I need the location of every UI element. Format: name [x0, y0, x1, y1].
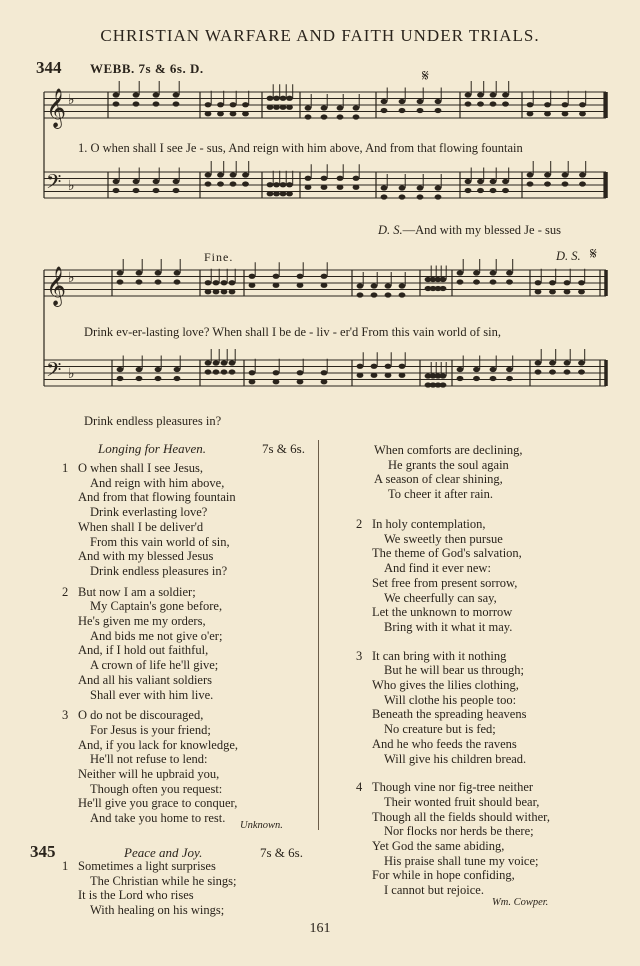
- note-head: [321, 370, 328, 375]
- verse-3: [62, 708, 312, 826]
- verse-number: 2: [356, 517, 363, 531]
- verse-line-text: For Jesus is your friend;: [90, 722, 211, 737]
- verse-line-text: My Captain's gone before,: [90, 599, 223, 614]
- verse-2: [356, 517, 550, 635]
- verse-1: [62, 859, 237, 918]
- note-head: [385, 292, 392, 297]
- verse-line: [62, 614, 312, 629]
- verse-line-text: No creature but is fed;: [384, 722, 496, 737]
- verse-line-text: Who gives the lilies clothing,: [372, 678, 519, 693]
- note-head: [273, 379, 280, 384]
- verse-line-text: Bring with it what it may.: [384, 619, 513, 634]
- note-head: [221, 360, 228, 365]
- note-head: [221, 280, 228, 285]
- verse-line-text: Will clothe his people too:: [384, 692, 517, 707]
- verse-line-text: O do not be discouraged,: [78, 708, 204, 723]
- note-head: [549, 289, 556, 294]
- verse-line: [62, 874, 237, 889]
- verse-line-text: It is the Lord who rises: [78, 888, 194, 903]
- verse-line: [62, 585, 312, 600]
- verse-line: [62, 796, 312, 811]
- verse-line-text: Let the unknown to morrow: [372, 605, 513, 620]
- verse-line-text: The theme of God's salvation,: [372, 546, 522, 561]
- note-head: [385, 283, 392, 288]
- segno-mark: 𝄋: [590, 246, 597, 263]
- verse-line: [62, 708, 312, 723]
- note-head: [205, 289, 212, 294]
- note-head: [117, 279, 124, 284]
- hymn-number-344: 344: [36, 58, 62, 77]
- verse-line-text: And find it ever new:: [384, 561, 491, 576]
- note-head: [490, 376, 497, 381]
- verse-line-text: And he who feeds the ravens: [372, 736, 517, 751]
- note-head: [117, 270, 124, 275]
- verse-line-text: Though vine nor fig-tree neither: [372, 780, 534, 795]
- note-head: [136, 279, 143, 284]
- verse-line-text: And, if I hold out faithful,: [78, 643, 209, 658]
- page-header: CHRISTIAN WARFARE AND FAITH UNDER TRIALS.: [100, 26, 540, 45]
- note-head: [174, 279, 181, 284]
- verse-line-text: Neither will he upbraid you,: [78, 767, 220, 782]
- verse-line-text: From this vain world of sin,: [90, 534, 230, 549]
- note-head: [229, 280, 236, 285]
- verse-line: [356, 839, 550, 854]
- note-head: [506, 376, 513, 381]
- note-head: [440, 286, 447, 291]
- system2-lyric-bass: Drink endless pleasures in?: [84, 414, 222, 428]
- verse-line: [62, 673, 312, 688]
- verse-line-text: And take you home to rest.: [90, 811, 226, 826]
- verse-line-text: He's given me my orders,: [78, 614, 206, 629]
- note-head: [381, 194, 388, 199]
- note-head: [457, 279, 464, 284]
- note-head: [473, 367, 480, 372]
- verse-line-text: With healing on his wings;: [90, 903, 225, 918]
- verse-line-text: He'll not refuse to lend:: [90, 752, 208, 767]
- verse-3: [356, 649, 550, 767]
- ds-lyric: —And with my blessed Je - sus: [402, 223, 561, 237]
- verse-number: 4: [356, 780, 363, 795]
- verse-line: [62, 643, 312, 658]
- note-head: [535, 289, 542, 294]
- note-head: [435, 194, 442, 199]
- system1-lyric: 1. O when shall I see Je - sus, And reign with him above, And from that flowing fountain: [78, 141, 523, 155]
- verse-line: [62, 599, 312, 614]
- note-head: [321, 274, 328, 279]
- note-head: [490, 279, 497, 284]
- note-head: [399, 194, 406, 199]
- note-head: [440, 382, 447, 387]
- verse-line: [62, 658, 312, 673]
- verse-line-text: Beneath the spreading heavens: [372, 707, 527, 722]
- verse-line: A season of clear shining,: [374, 472, 503, 487]
- note-head: [357, 364, 364, 369]
- verse-1: [62, 461, 312, 579]
- flat-sign: ♭: [68, 178, 75, 194]
- hymn-number-345: 345: [30, 842, 56, 861]
- note-head: [297, 274, 304, 279]
- verse-line: [356, 576, 550, 591]
- note-head: [564, 360, 571, 365]
- verse-line: [62, 859, 237, 874]
- note-head: [213, 289, 220, 294]
- note-head: [297, 283, 304, 288]
- note-head: [549, 280, 556, 285]
- note-head: [273, 191, 280, 196]
- verse-line: [62, 888, 237, 903]
- verse-line: [356, 868, 550, 883]
- verse-line: [356, 620, 550, 635]
- page-number: 161: [309, 921, 331, 936]
- verse-line-text: Will give his children bread.: [384, 751, 527, 766]
- note-head: [473, 376, 480, 381]
- note-head: [229, 289, 236, 294]
- verse-line: [62, 629, 312, 644]
- bass-clef: 𝄢: [46, 358, 62, 386]
- segno-mark-top: 𝄋: [422, 68, 429, 85]
- verse-line: [62, 461, 312, 476]
- verse-line: [62, 688, 312, 703]
- verse-number: 2: [62, 584, 69, 599]
- note-head: [174, 376, 181, 381]
- hymn-345-verse-1: [62, 859, 237, 918]
- note-head: [535, 280, 542, 285]
- verse-line: [62, 490, 312, 505]
- verse-line-text: And all his valiant soldiers: [78, 672, 213, 687]
- treble-clef: 𝄞: [46, 88, 67, 128]
- meter-345: 7s & 6s.: [260, 845, 303, 860]
- verse-line: [356, 649, 550, 664]
- note-head: [371, 292, 378, 297]
- verse-line: [62, 903, 237, 918]
- note-head: [213, 280, 220, 285]
- verse-line-text: Though all the fields should wither,: [372, 809, 550, 824]
- note-head: [440, 373, 447, 378]
- fine-mark: Fine.: [204, 250, 234, 264]
- verse-line-text: Yet God the same abiding,: [372, 839, 505, 854]
- note-head: [205, 360, 212, 365]
- verse-line: [356, 678, 550, 693]
- note-head: [229, 360, 236, 365]
- note-head: [155, 279, 162, 284]
- note-head: [321, 379, 328, 384]
- note-head: [205, 280, 212, 285]
- verse-line: [356, 737, 550, 752]
- verse-line: [356, 517, 550, 532]
- note-head: [506, 367, 513, 372]
- note-head: [229, 369, 236, 374]
- verse-line-text: When shall I be deliver'd: [78, 519, 204, 534]
- verse-line: [356, 591, 550, 606]
- verse-line: [356, 810, 550, 825]
- note-head: [136, 270, 143, 275]
- tune-name: WEBB. 7s & 6s. D.: [90, 61, 204, 76]
- verse-line-text: And from that flowing fountain: [78, 490, 236, 505]
- verse-line-text: Drink everlasting love?: [90, 505, 208, 520]
- note-head: [457, 270, 464, 275]
- verse-line-text: And, if you lack for knowledge,: [78, 737, 239, 752]
- note-head: [155, 376, 162, 381]
- verse-line-text: His praise shall tune my voice;: [384, 853, 539, 868]
- note-head: [399, 364, 406, 369]
- verse-line-text: Drink endless pleasures in?: [90, 563, 228, 578]
- verse-line: [356, 532, 550, 547]
- note-head: [549, 369, 556, 374]
- verse-line: [356, 795, 550, 810]
- note-head: [417, 194, 424, 199]
- note-head: [174, 270, 181, 275]
- note-head: [297, 379, 304, 384]
- verse-line-text: Though often you request:: [90, 781, 223, 796]
- verse-line: [62, 738, 312, 753]
- note-head: [385, 373, 392, 378]
- verse-line-text: And bids me not give o'er;: [90, 628, 223, 643]
- flat-sign: ♭: [68, 92, 75, 108]
- verse-line-text: Sometimes a light surprises: [78, 859, 216, 873]
- meter-344: 7s & 6s.: [262, 441, 305, 456]
- verse-line-text: And reign with him above,: [90, 475, 225, 490]
- verse-line-text: The Christian while he sings;: [90, 873, 237, 888]
- verse-line: [356, 693, 550, 708]
- note-head: [155, 367, 162, 372]
- note-head: [357, 283, 364, 288]
- note-head: [213, 369, 220, 374]
- note-head: [490, 367, 497, 372]
- note-head: [357, 373, 364, 378]
- note-head: [286, 191, 293, 196]
- note-head: [249, 379, 256, 384]
- verse-line: [356, 722, 550, 737]
- poem-title-345: Peace and Joy.: [124, 845, 203, 860]
- note-head: [535, 360, 542, 365]
- verse-line-text: A crown of life he'll give;: [90, 658, 219, 673]
- note-head: [273, 283, 280, 288]
- flat-sign: ♭: [68, 270, 75, 286]
- note-head: [297, 370, 304, 375]
- verse-line: [356, 854, 550, 869]
- note-head: [174, 367, 181, 372]
- verse-line: [356, 780, 550, 795]
- verse-line: [356, 824, 550, 839]
- note-head: [280, 191, 287, 196]
- verse-line: [62, 723, 312, 738]
- note-head: [440, 277, 447, 282]
- hymn-344-verses: [62, 461, 312, 832]
- verse-line: [356, 752, 550, 767]
- verse-line: [62, 505, 312, 520]
- verse-line-text: We cheerfully can say,: [384, 590, 497, 605]
- verse-line: [356, 707, 550, 722]
- note-head: [205, 369, 212, 374]
- note-head: [117, 376, 124, 381]
- verse-line: [356, 883, 550, 898]
- verse-line-text: Nor flocks nor herds be there;: [384, 824, 534, 839]
- note-head: [267, 191, 274, 196]
- note-head: [473, 270, 480, 275]
- note-head: [136, 367, 143, 372]
- note-head: [117, 367, 124, 372]
- verse-line: [356, 605, 550, 620]
- verse-line: To cheer it after rain.: [388, 487, 493, 502]
- verse-line-text: And with my blessed Jesus: [78, 549, 214, 564]
- bass-clef: 𝄢: [46, 170, 62, 198]
- note-head: [155, 270, 162, 275]
- verse-line: [62, 782, 312, 797]
- note-head: [399, 373, 406, 378]
- verse-line-text: In holy contemplation,: [372, 517, 486, 531]
- verse-line: [62, 520, 312, 535]
- note-head: [249, 274, 256, 279]
- note-head: [273, 274, 280, 279]
- note-head: [457, 376, 464, 381]
- verse-line: [356, 561, 550, 576]
- note-head: [371, 364, 378, 369]
- verse-line-text: Shall ever with him live.: [90, 687, 214, 702]
- hymn-345-verses: [356, 517, 550, 912]
- ds-lyric-line: [378, 223, 561, 238]
- ds-mark: D. S.: [556, 249, 581, 263]
- attribution-344: Unknown.: [240, 820, 283, 831]
- verse-line-text: Their wonted fruit should bear,: [384, 794, 540, 809]
- verse-line-text: O when shall I see Jesus,: [78, 461, 203, 475]
- verse-4: [356, 780, 550, 898]
- note-head: [535, 369, 542, 374]
- note-head: [564, 369, 571, 374]
- verse-number: 3: [356, 648, 363, 663]
- note-head: [564, 280, 571, 285]
- verse-number: 1: [62, 461, 69, 475]
- flat-sign: ♭: [68, 366, 75, 382]
- note-head: [221, 369, 228, 374]
- ds-label: D. S.: [378, 223, 403, 237]
- verse-line-text: I cannot but rejoice.: [384, 883, 484, 898]
- verse-line: [62, 476, 312, 491]
- note-head: [473, 279, 480, 284]
- note-head: [249, 370, 256, 375]
- verse-line: He grants the soul again: [388, 457, 509, 472]
- verse-line-text: He'll give you grace to conquer,: [78, 796, 238, 811]
- verse-2: [62, 585, 312, 703]
- note-head: [399, 283, 406, 288]
- verse-line: [62, 564, 312, 579]
- note-head: [357, 292, 364, 297]
- note-head: [385, 364, 392, 369]
- verse-number: 3: [62, 708, 69, 723]
- note-head: [399, 292, 406, 297]
- column-divider: [318, 440, 319, 830]
- verse-line-text: Set free from present sorrow,: [372, 575, 518, 590]
- verse-line-text: But now I am a soldier;: [78, 584, 196, 599]
- note-head: [371, 283, 378, 288]
- note-head: [249, 283, 256, 288]
- poem-title-row-344: [98, 441, 206, 457]
- note-head: [578, 280, 585, 285]
- note-head: [371, 373, 378, 378]
- treble-clef: 𝄞: [46, 266, 67, 306]
- note-head: [549, 360, 556, 365]
- poem-title: Longing for Heaven.: [98, 441, 206, 456]
- system2-lyric: Drink ev-er-lasting love? When shall I be de - liv - er'd From this vain world of sin,: [84, 325, 501, 339]
- verse-line: When comforts are declining,: [374, 443, 523, 457]
- note-head: [564, 289, 571, 294]
- note-head: [578, 289, 585, 294]
- note-head: [506, 279, 513, 284]
- verse-line: [62, 535, 312, 550]
- attribution-345: Wm. Cowper.: [492, 897, 549, 908]
- verse-number: 1: [62, 859, 69, 873]
- verse-line-text: For while in hope confiding,: [372, 868, 515, 883]
- note-head: [221, 289, 228, 294]
- verse-line: [356, 546, 550, 561]
- note-head: [457, 367, 464, 372]
- note-head: [321, 283, 328, 288]
- verse-line: [62, 767, 312, 782]
- verse-line: [356, 663, 550, 678]
- note-head: [490, 270, 497, 275]
- hymn-345-verse-1-cont: [374, 443, 523, 502]
- note-head: [506, 270, 513, 275]
- note-head: [578, 360, 585, 365]
- verse-line: [62, 752, 312, 767]
- verse-line: [62, 549, 312, 564]
- note-head: [273, 370, 280, 375]
- note-head: [578, 369, 585, 374]
- note-head: [136, 376, 143, 381]
- note-head: [213, 360, 220, 365]
- verse-line-text: But he will bear us through;: [384, 663, 524, 678]
- verse-line-text: It can bring with it nothing: [372, 648, 507, 663]
- verse-line-text: We sweetly then pursue: [384, 531, 503, 546]
